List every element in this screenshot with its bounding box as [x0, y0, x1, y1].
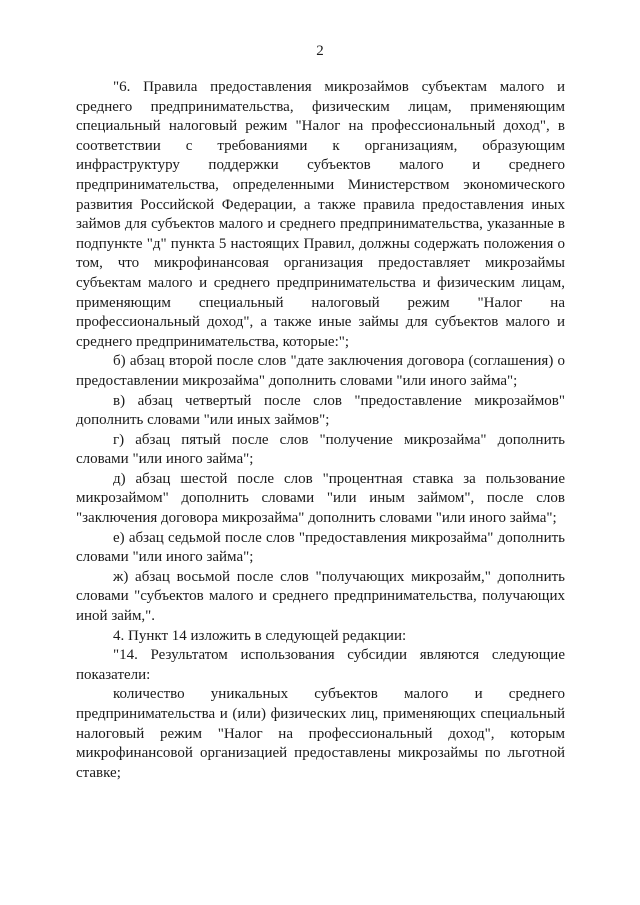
document-body: [76, 78, 565, 783]
paragraph-item-zh: ж) абзац восьмой после слов "получающих микрозайм," дополнить словами "субъектов малого и среднего предпринимательства, получающих иной займ,".: [76, 568, 565, 625]
paragraph-rule-6: "6. Правила предоставления микрозаймов субъектам малого и среднего предпринимательства, физическим лицам, применяющим специальный налоговый режим "Налог на профессиональный доход", в соответствии с требованиями к организациям, образующим инфраструктуру поддержки субъектов малого и среднего предпринимательства, определенными Министерством экономического развития Российской Федерации, а также правила предоставления иных займов для субъектов малого и среднего предпринимательства, указанные в подпункте "д" пункта 5 настоящих Правил, должны содержать положения о том, что микрофинансовая организация предоставляет микрозаймы субъектам малого и среднего предпринимательства и физическим лицам, применяющим специальный налоговый режим "Налог на профессиональный доход", а также иные займы для субъектов малого и среднего предпринимательства, которые:";: [76, 79, 565, 350]
paragraph-indicator: количество уникальных субъектов малого и среднего предпринимательства и (или) физических лиц, применяющих специальный налоговый режим "Налог на профессиональный доход", которым микрофинансовой организацией предоставлены микрозаймы по льготной ставке;: [76, 686, 565, 781]
paragraph-item-e: е) абзац седьмой после слов "предоставления микрозайма" дополнить словами "или иного займа";: [76, 529, 565, 566]
paragraph-point-4: 4. Пункт 14 изложить в следующей редакции:: [113, 627, 407, 644]
paragraph-item-d: д) абзац шестой после слов "процентная ставка за пользование микрозаймом" дополнить словами "или иным займом", после слов "заключения договора микрозайма" дополнить словами "или иного займа";: [76, 470, 565, 527]
paragraph-item-b: б) абзац второй после слов "дате заключения договора (соглашения) о предоставлении микрозайма" дополнить словами "или иного займа";: [76, 353, 565, 389]
page-number: 2: [316, 43, 324, 59]
paragraph-item-g: г) абзац пятый после слов "получение микрозайма" дополнить словами "или иного займа";: [76, 431, 565, 468]
paragraph-point-14: "14. Результатом использования субсидии являются следующие показатели:: [76, 647, 565, 683]
paragraph-item-v: в) абзац четвертый после слов "предоставление микрозаймов" дополнить словами "или иных займов";: [76, 392, 565, 429]
